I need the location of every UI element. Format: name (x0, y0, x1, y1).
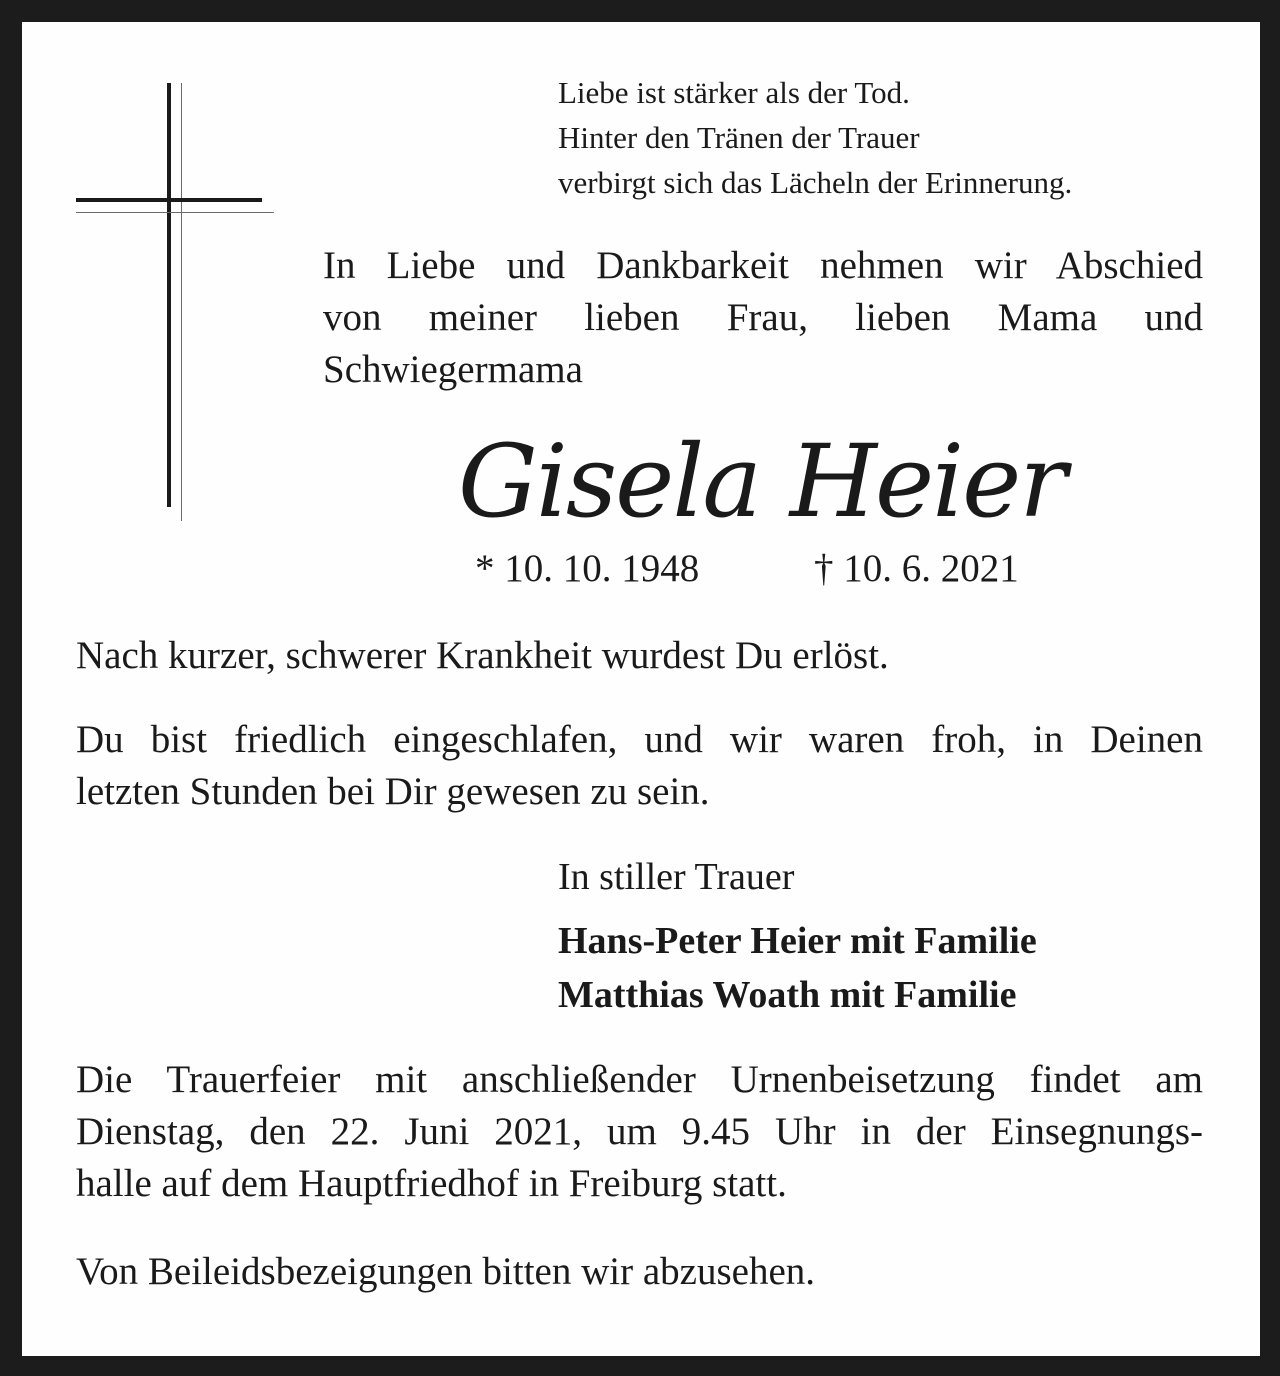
paragraph-line: Du bist friedlich eingeschlafen, und wir waren froh, in Deinen (76, 718, 1203, 761)
paragraph-farewell (76, 714, 1203, 818)
closing-note: Von Beileidsbezeigungen bitten wir abzusehen. (76, 1250, 816, 1293)
service-info (76, 1054, 1203, 1210)
mourning-heading: In stiller Trauer (558, 856, 795, 898)
quote-line: Hinter den Tränen der Trauer (558, 120, 920, 155)
intro-line: von meiner lieben Frau, lieben Mama und (323, 296, 1203, 339)
intro-text (323, 240, 1203, 396)
mourner-family-2: Matthias Woath mit Familie (558, 974, 1017, 1016)
cross-horizontal-bar (76, 198, 262, 202)
paragraph-line: letzten Stunden bei Dir gewesen zu sein. (76, 770, 710, 813)
mourner-family-1: Hans-Peter Heier mit Familie (558, 920, 1037, 962)
quote-line: Liebe ist stärker als der Tod. (558, 75, 910, 110)
deceased-name: Gisela Heier (458, 423, 1066, 540)
cross-horizontal-line (76, 212, 274, 213)
cross-vertical-line (181, 83, 182, 521)
intro-line: Schwiegermama (323, 348, 583, 391)
death-date: † 10. 6. 2021 (814, 547, 1019, 590)
service-line: Dienstag, den 22. Juni 2021, um 9.45 Uhr in der Einsegnungs- (76, 1110, 1203, 1153)
cross-vertical-bar (167, 83, 171, 507)
service-line: Die Trauerfeier mit anschließender Urnenbeisetzung findet am (76, 1058, 1203, 1101)
quote-line: verbirgt sich das Lächeln der Erinnerung. (558, 165, 1073, 200)
service-line: halle auf dem Hauptfriedhof in Freiburg statt. (76, 1162, 787, 1205)
intro-line: In Liebe und Dankbarkeit nehmen wir Abschied (323, 244, 1203, 287)
quote (558, 70, 1072, 205)
paragraph-illness: Nach kurzer, schwerer Krankheit wurdest Du erlöst. (76, 634, 889, 677)
birth-date: * 10. 10. 1948 (475, 547, 700, 590)
